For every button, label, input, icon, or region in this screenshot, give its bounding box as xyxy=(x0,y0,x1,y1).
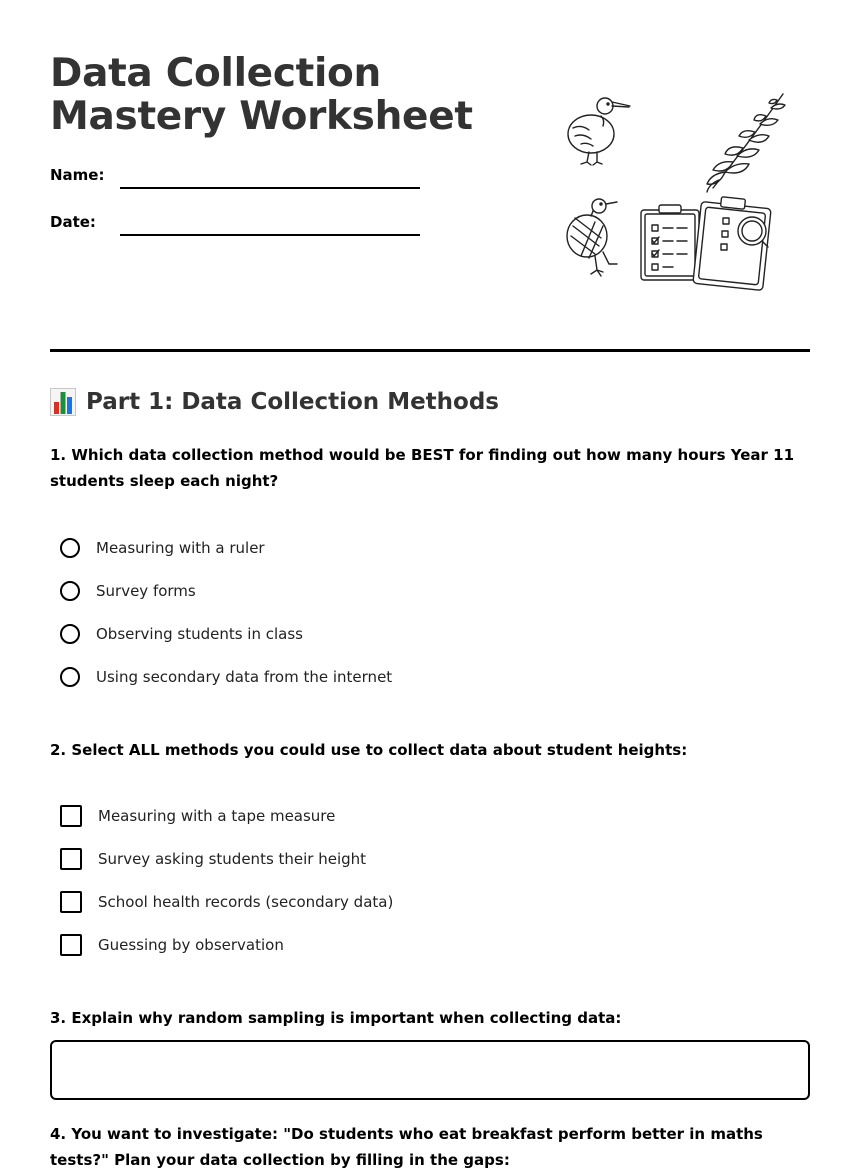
worksheet-title: Data Collection Mastery Worksheet xyxy=(50,51,473,139)
option-label: Survey forms xyxy=(96,582,196,600)
q1-option-2[interactable] xyxy=(60,578,196,604)
q1-option-1[interactable] xyxy=(60,535,265,561)
part1-heading-text: Part 1: Data Collection Methods xyxy=(86,389,500,415)
fern-frond-icon xyxy=(707,94,785,192)
option-label: Measuring with a ruler xyxy=(96,539,265,557)
question-3: 3. Explain why random sampling is important when collecting data: xyxy=(50,1009,622,1027)
checkbox[interactable] xyxy=(60,934,82,956)
bar-chart-icon xyxy=(50,388,76,416)
name-line[interactable] xyxy=(120,187,420,189)
q2-option-3[interactable] xyxy=(60,889,393,915)
q2-option-1[interactable] xyxy=(60,803,335,829)
q3-answer-box[interactable] xyxy=(50,1040,810,1100)
question-4: 4. You want to investigate: "Do students who eat breakfast perform better in maths tests?" Plan your data collection by filling in the gaps: xyxy=(50,1125,763,1169)
radio-button[interactable] xyxy=(60,624,80,644)
option-label: School health records (secondary data) xyxy=(98,893,394,911)
checkbox[interactable] xyxy=(60,848,82,870)
date-label: Date: xyxy=(50,213,96,231)
checkbox[interactable] xyxy=(60,805,82,827)
q2-option-4[interactable] xyxy=(60,932,284,958)
part1-heading xyxy=(50,388,499,416)
radio-button[interactable] xyxy=(60,667,80,687)
option-label: Measuring with a tape measure xyxy=(98,807,336,825)
question-1: 1. Which data collection method would be BEST for finding out how many hours Year 11 students sleep each night? xyxy=(50,446,795,490)
q1-option-3[interactable] xyxy=(60,621,303,647)
option-label: Guessing by observation xyxy=(98,936,284,954)
option-label: Survey asking students their height xyxy=(98,850,367,868)
option-label: Using secondary data from the internet xyxy=(96,668,393,686)
radio-button[interactable] xyxy=(60,581,80,601)
q1-option-4[interactable] xyxy=(60,664,392,690)
kiwi-bird-icon xyxy=(568,98,630,165)
round-bird-icon xyxy=(567,199,617,276)
option-label: Observing students in class xyxy=(96,625,303,643)
question-2: 2. Select ALL methods you could use to collect data about student heights: xyxy=(50,741,688,759)
q2-option-2[interactable] xyxy=(60,846,366,872)
checkbox[interactable] xyxy=(60,891,82,913)
header-divider xyxy=(50,349,810,352)
name-label: Name: xyxy=(50,166,105,184)
nz-illustration xyxy=(555,88,800,298)
date-line[interactable] xyxy=(120,234,420,236)
radio-button[interactable] xyxy=(60,538,80,558)
magnifier-clipboard-icon xyxy=(693,197,771,291)
checklist-clipboard-icon xyxy=(641,205,699,280)
